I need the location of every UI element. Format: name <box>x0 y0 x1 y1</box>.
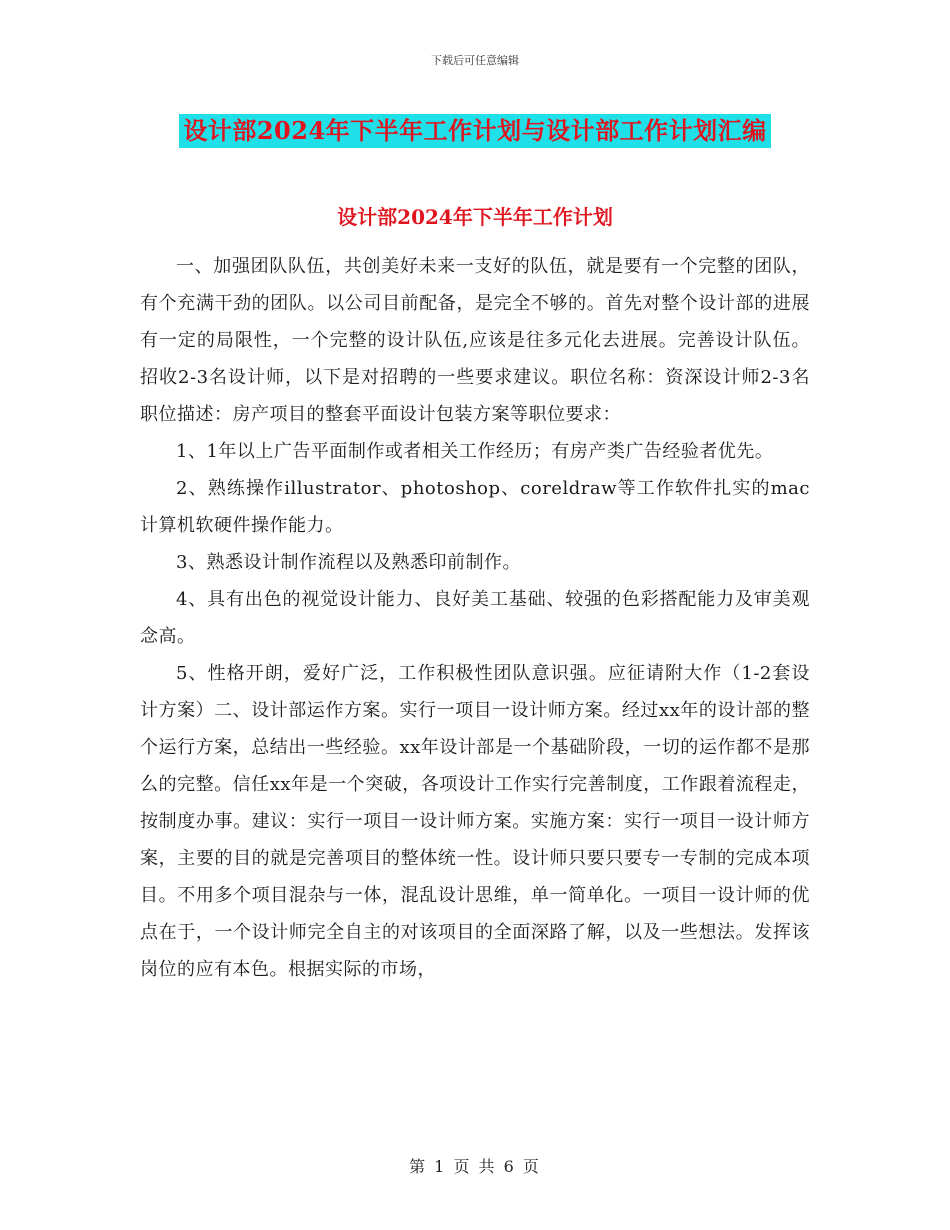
page-header-note: 下载后可任意编辑 <box>431 54 519 67</box>
paragraph-requirement-1: 1、1年以上广告平面制作或者相关工作经历；有房产类广告经验者优先。 <box>176 441 774 462</box>
paragraph-team: 一、加强团队队伍，共创美好未来一支好的队伍，就是要有一个完整的团队，有个充满干劲的团队。以公司目前配备，是完全不够的。首先对整个设计部的进展有一定的局限性，一个完整的设计队伍,应该是往多元化去进展。完善设计队伍。招收2-3名设计师，以下是对招聘的一些要求建议。职位名称：资深设计师2-3名职位描述：房产项目的整套平面设计包装方案等职位要求： <box>140 256 810 425</box>
page-number: 第 1 页 共 6 页 <box>409 1157 541 1176</box>
paragraph-requirement-4: 4、具有出色的视觉设计能力、良好美工基础、较强的色彩搭配能力及审美观念高。 <box>140 589 810 647</box>
main-title-container <box>0 114 950 148</box>
section-title: 设计部2024年下半年工作计划 <box>337 205 613 229</box>
document-body <box>140 248 810 988</box>
document-title: 设计部2024年下半年工作计划与设计部工作计划汇编 <box>179 114 770 148</box>
paragraph-requirement-2: 2、熟练操作illustrator、photoshop、coreldraw等工作软件扎实的mac计算机软硬件操作能力。 <box>140 478 810 536</box>
paragraph-requirement-3: 3、熟悉设计制作流程以及熟悉印前制作。 <box>176 552 521 573</box>
paragraph-requirement-5: 5、性格开朗，爱好广泛，工作积极性团队意识强。应征请附大作（1-2套设计方案）二、设计部运作方案。实行一项目一设计师方案。经过xx年的设计部的整个运行方案，总结出一些经验。xx年设计部是一个基础阶段，一切的运作都不是那么的完整。信任xx年是一个突破，各项设计工作实行完善制度，工作跟着流程走，按制度办事。建议：实行一项目一设计师方案。实施方案：实行一项目一设计师方案，主要的目的就是完善项目的整体统一性。设计师只要只要专一专制的完成本项目。不用多个项目混杂与一体，混乱设计思维，单一简单化。一项目一设计师的优点在于，一个设计师完全自主的对该项目的全面深路了解，以及一些想法。发挥该岗位的应有本色。根据实际的市场， <box>140 663 810 980</box>
